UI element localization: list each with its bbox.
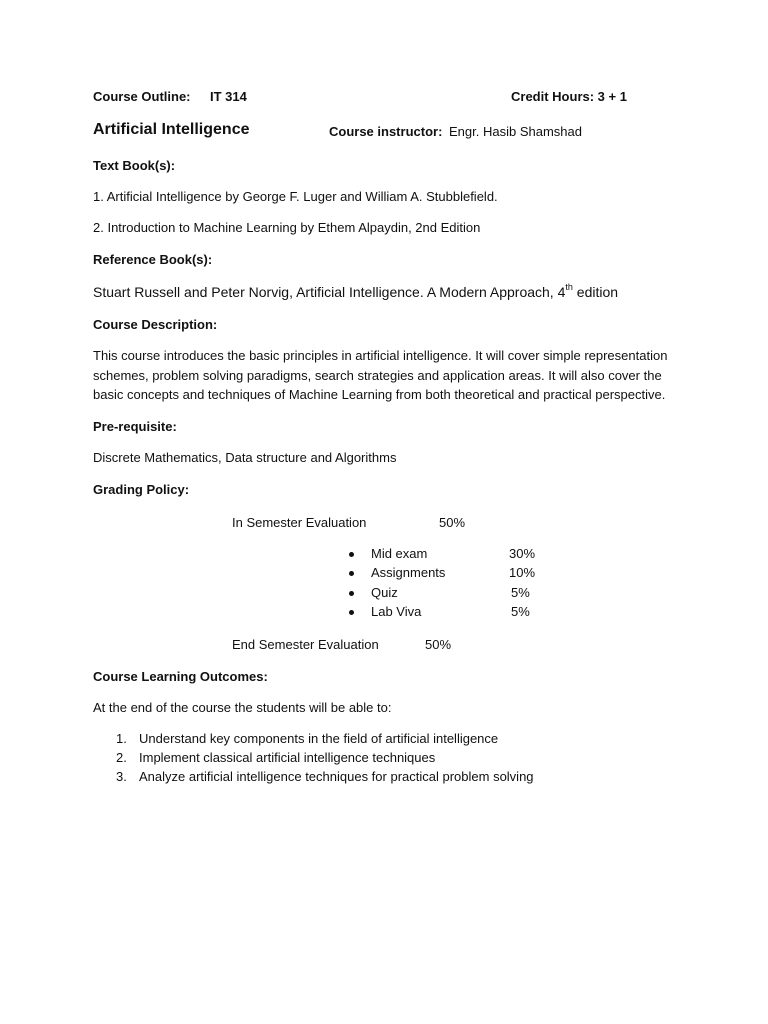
grading-item-label: Lab Viva (371, 604, 422, 619)
reference-book-item (93, 284, 618, 300)
end-semester-value: 50% (425, 637, 452, 652)
in-semester-label: In Semester Evaluation (232, 515, 367, 530)
instructor-label: Course instructor: (329, 124, 443, 139)
outcome-number: 1. (116, 731, 127, 746)
instructor-name: Engr. Hasib Shamshad (449, 124, 582, 139)
outcome-text: Understand key components in the field of artificial intelligence (139, 731, 499, 746)
course-title: Artificial Intelligence (93, 121, 250, 138)
grading-item-value: 30% (509, 546, 536, 561)
outcome-number: 3. (116, 769, 127, 784)
grading-item-label: Quiz (371, 585, 398, 600)
grading-item-label: Assignments (371, 565, 446, 580)
grading-item-value: 5% (511, 585, 530, 600)
bullet-icon (349, 571, 354, 576)
in-semester-value: 50% (439, 515, 466, 530)
bullet-icon (349, 552, 354, 557)
outcome-number: 2. (116, 750, 127, 765)
learning-outcomes-heading: Course Learning Outcomes: (93, 669, 268, 684)
prerequisite-heading: Pre-requisite: (93, 419, 177, 434)
grading-policy-heading: Grading Policy: (93, 482, 190, 497)
credit-hours: Credit Hours: 3 + 1 (511, 89, 627, 104)
bullet-icon (349, 610, 354, 615)
reference-book-text: Stuart Russell and Peter Norvig, Artificial Intelligence. A Modern Approach, 4 (93, 284, 566, 300)
bullet-icon (349, 591, 354, 596)
outcome-text: Implement classical artificial intelligence techniques (139, 750, 436, 765)
text-books-heading: Text Book(s): (93, 158, 176, 173)
prerequisite-text: Discrete Mathematics, Data structure and Algorithms (93, 450, 397, 465)
reference-books-heading: Reference Book(s): (93, 252, 213, 267)
course-description-heading: Course Description: (93, 317, 218, 332)
learning-outcomes-intro: At the end of the course the students will be able to: (93, 700, 392, 715)
reference-book-suffix: edition (572, 284, 619, 300)
text-book-item: 1. Artificial Intelligence by George F. Luger and William A. Stubblefield. (93, 189, 498, 204)
reference-book-superscript: th (565, 282, 573, 293)
course-description-text: This course introduces the basic principles in artificial intelligence. It will cover simple representation schemes, problem solving paradigms, search strategies and application areas. It will also cover the basic concepts and techniques of Machine Learning from both theoretical and practical perspective. (93, 348, 668, 402)
end-semester-label: End Semester Evaluation (232, 637, 379, 652)
grading-item-label: Mid exam (371, 546, 428, 561)
course-outline-label: Course Outline: (93, 89, 191, 104)
text-book-item: 2. Introduction to Machine Learning by Ethem Alpaydin, 2nd Edition (93, 220, 481, 235)
grading-item-value: 5% (511, 604, 530, 619)
course-code: IT 314 (210, 89, 247, 104)
grading-item-value: 10% (509, 565, 536, 580)
outcome-text: Analyze artificial intelligence techniques for practical problem solving (139, 769, 534, 784)
